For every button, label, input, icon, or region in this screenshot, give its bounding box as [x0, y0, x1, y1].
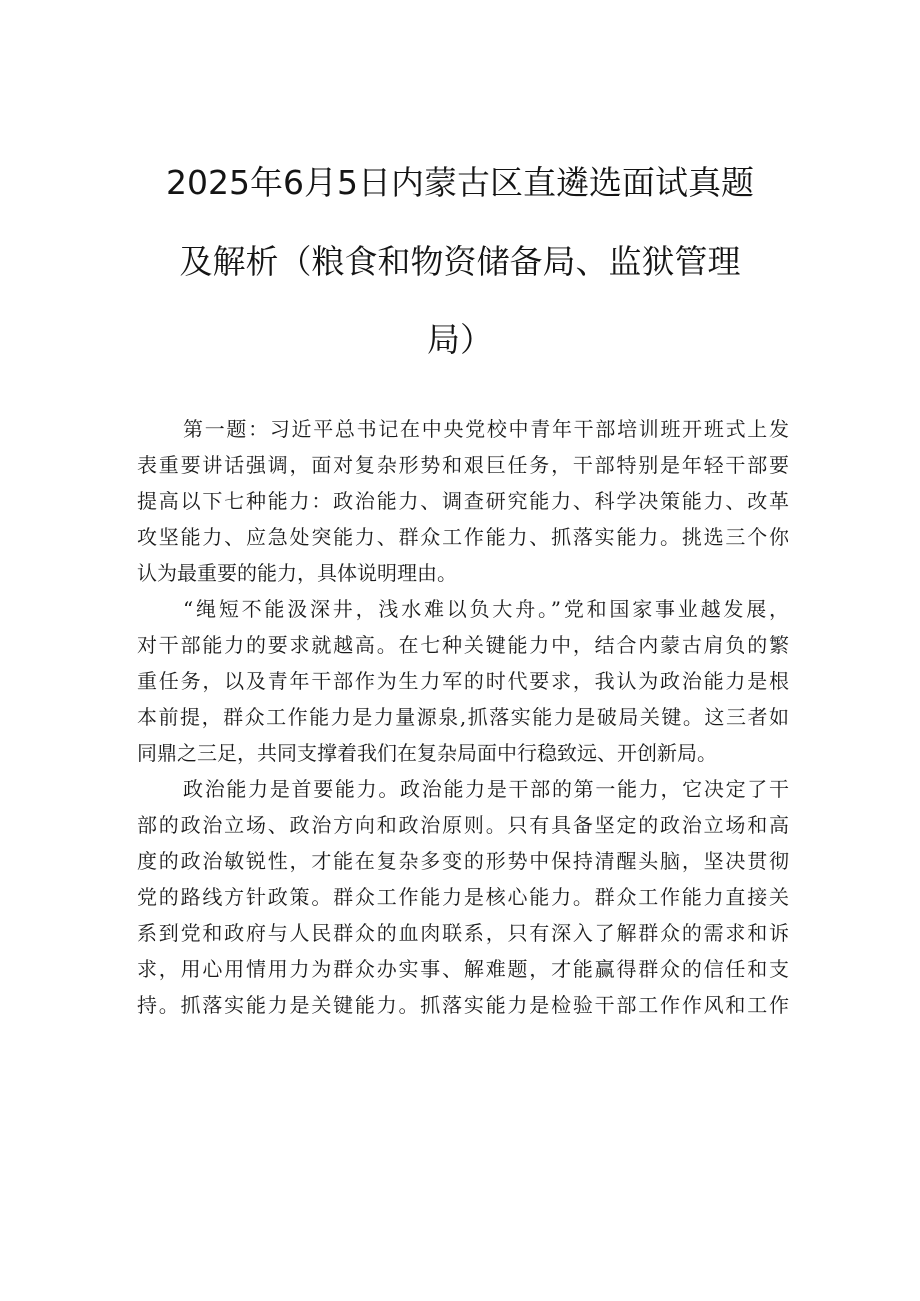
text-line: 党的路线方针政策。群众工作能力是核心能力。群众工作能力直接关 — [137, 885, 789, 909]
text-line: 本前提，群众工作能力是力量源泉,抓落实能力是破局关键。这三者如 — [137, 705, 789, 729]
text-line: 认为最重要的能力，具体说明理由。 — [137, 561, 457, 585]
document-title-line-3: 局） — [427, 320, 493, 359]
text-line: 同鼎之三足，共同支撑着我们在复杂局面中行稳致远、开创新局。 — [137, 741, 717, 765]
text-line: 第一题：习近平总书记在中央党校中青年干部培训班开班式上发 — [183, 417, 789, 441]
paragraph-question — [137, 411, 789, 591]
document-title-line-2: 及解析（粮食和物资储备局、监狱管理 — [179, 242, 741, 281]
text-line: 求，用心用情用力为群众办实事、解难题，才能赢得群众的信任和支 — [137, 957, 789, 981]
text-line: 提高以下七种能力：政治能力、调查研究能力、科学决策能力、改革 — [137, 489, 789, 513]
text-line: 持。抓落实能力是关键能力。抓落实能力是检验干部工作作风和工作 — [137, 993, 789, 1017]
document-body — [137, 411, 789, 1023]
text-line: “绳短不能汲深井，浅水难以负大舟。”党和国家事业越发展， — [183, 597, 789, 621]
text-line: 度的政治敏锐性，才能在复杂多变的形势中保持清醒头脑，坚决贯彻 — [137, 849, 789, 873]
text-line: 部的政治立场、政治方向和政治原则。只有具备坚定的政治立场和高 — [137, 813, 789, 837]
paragraph-analysis — [137, 771, 789, 1023]
text-line: 重任务，以及青年干部作为生力军的时代要求，我认为政治能力是根 — [137, 669, 789, 693]
text-line: 对干部能力的要求就越高。在七种关键能力中，结合内蒙古肩负的繁 — [137, 633, 789, 657]
paragraph-intro — [137, 591, 789, 771]
document-title-line-1: 2025年6月5日内蒙古区直遴选面试真题 — [166, 163, 754, 202]
text-line: 政治能力是首要能力。政治能力是干部的第一能力，它决定了干 — [183, 777, 789, 801]
text-line: 表重要讲话强调，面对复杂形势和艰巨任务，干部特别是年轻干部要 — [137, 453, 789, 477]
text-line: 攻坚能力、应急处突能力、群众工作能力、抓落实能力。挑选三个你 — [137, 525, 789, 549]
text-line: 系到党和政府与人民群众的血肉联系，只有深入了解群众的需求和诉 — [137, 921, 789, 945]
